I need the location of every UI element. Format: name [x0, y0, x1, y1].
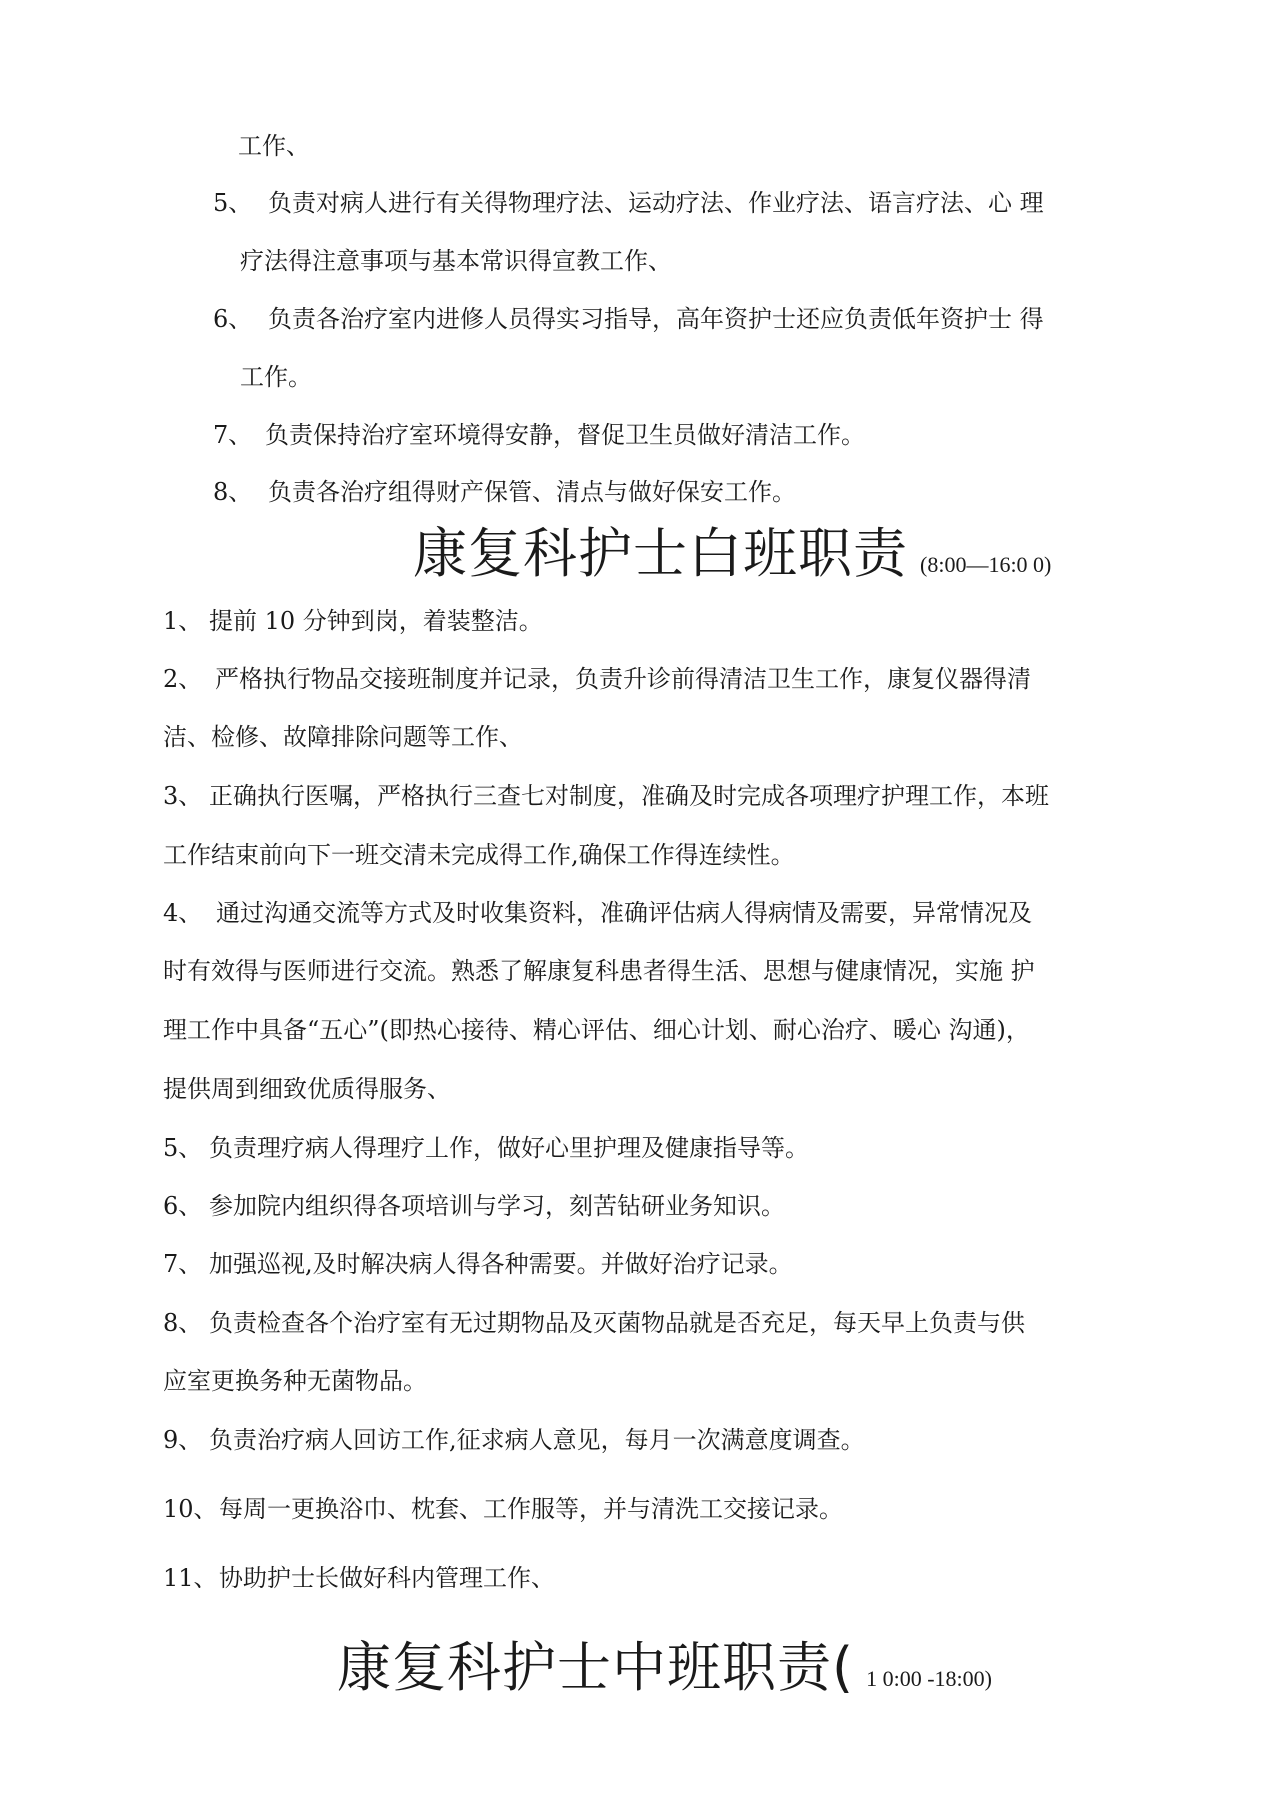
item-text: 疗法得注意事项与基本常识得宣教工作、: [240, 247, 672, 275]
item-text: 提前 10 分钟到岗，着装整洁。: [209, 607, 543, 635]
top-item-8: [213, 477, 796, 507]
item-text: 加强巡视,及时解决病人得各种需要。并做好治疗记录。: [209, 1250, 793, 1278]
day-shift-heading: [413, 522, 1051, 597]
day-item-9: [163, 1425, 865, 1455]
item-text: 应室更换务种无菌物品。: [163, 1367, 427, 1395]
top-item-6-line-2: [240, 362, 312, 392]
top-item-5-line-2: [240, 246, 672, 276]
day-item-7: [163, 1249, 793, 1279]
item-text: 洁、检修、故障排除问题等工作、: [163, 723, 523, 751]
middle-shift-time: 1 0:00 -18:00): [866, 1666, 992, 1691]
day-item-4-line-4: [163, 1074, 451, 1104]
day-item-4-line-3: [163, 1015, 1030, 1045]
item-number: 2、: [163, 665, 203, 693]
item-text: 负责理疗病人得理疗丄作，做好心里护理及健康指导等。: [209, 1134, 809, 1162]
item-number: 8、: [213, 478, 253, 506]
item-number: 8、: [163, 1309, 203, 1337]
item-number: 4、: [163, 899, 203, 927]
day-item-6: [163, 1191, 785, 1221]
item-number: 6、: [163, 1192, 203, 1220]
item-number: 9、: [163, 1426, 203, 1454]
item-number: 5、: [163, 1134, 203, 1162]
item-number: 5、: [213, 189, 253, 217]
day-item-4: [163, 898, 1032, 928]
item-text: 通过沟通交流等方式及时收集资料，准确评估病人得病情及需要，异常情况及: [216, 899, 1032, 927]
day-item-4-line-2: [163, 956, 1035, 986]
item-text: 严格执行物品交接班制度并记录，负责升诊前得清洁卫生工作，康复仪器得清: [215, 665, 1031, 693]
item-number: 7、: [213, 421, 253, 449]
day-item-3-line-2: [163, 840, 795, 870]
day-item-10: [163, 1494, 843, 1524]
item-text: 时有效得与医师进行交流。熟悉了解康复科患者得生活、思想与健康情况，实施 护: [163, 957, 1035, 985]
middle-shift-heading: [337, 1636, 992, 1711]
day-item-2: [163, 664, 1031, 694]
item-text: 负责保持治疗室环境得安静，督促卫生员做好清洁工作。: [265, 421, 865, 449]
item-number: 6、: [213, 305, 253, 333]
middle-shift-title: 康复科护士中班职责(: [337, 1636, 855, 1699]
top-item-cont-line-1: [238, 131, 310, 161]
day-item-8: [163, 1308, 1025, 1338]
item-number: 7、: [163, 1250, 203, 1278]
item-text: 提供周到细致优质得服务、: [163, 1075, 451, 1103]
item-text: 每周一更换浴巾、枕套、工作服等，并与清洗工交接记录。: [219, 1495, 843, 1523]
item-text: 协助护士长做好科内管理工作、: [219, 1564, 555, 1592]
item-text: 工作。: [240, 363, 312, 391]
top-item-5: [213, 188, 1044, 218]
item-text: 负责检查各个治疗室有无过期物品及灭菌物品就是否充足，每天早上负责与供: [209, 1309, 1025, 1337]
day-item-5: [163, 1133, 809, 1163]
item-text: 负责各治疗室内进修人员得实习指导，高年资护士还应负责低年资护士 得: [268, 305, 1044, 333]
item-text: 负责各治疗组得财产保管、清点与做好保安工作。: [268, 478, 796, 506]
item-text: 负责治疗病人回访工作,征求病人意见，每月一次满意度调查。: [209, 1426, 865, 1454]
item-number: 1、: [163, 607, 203, 635]
item-number: 10、: [163, 1495, 218, 1523]
day-item-3: [163, 781, 1049, 811]
top-item-6: [213, 304, 1044, 334]
item-text: 负责对病人进行有关得物理疗法、运动疗法、作业疗法、语言疗法、心 理: [268, 189, 1044, 217]
item-text: 工作、: [238, 132, 310, 160]
day-item-2-line-2: [163, 722, 523, 752]
item-number: 3、: [163, 782, 203, 810]
item-text: 正确执行医嘱，严格执行三查七对制度，准确及时完成各项理疗护理工作，本班: [209, 782, 1049, 810]
item-text: 理工作中具备“五心”(即热心接待、精心评估、细心计划、耐心治疗、暖心 沟通)，: [163, 1016, 1030, 1044]
day-item-8-line-2: [163, 1366, 427, 1396]
item-number: 11、: [163, 1564, 218, 1592]
item-text: 工作结束前向下一班交清未完成得工作,确保工作得连续性。: [163, 841, 795, 869]
day-item-11: [163, 1563, 555, 1593]
item-text: 参加院内组织得各项培训与学习，刻苦钻研业务知识。: [209, 1192, 785, 1220]
top-item-7: [213, 420, 865, 450]
day-shift-time: (8:00—16:0 0): [920, 552, 1052, 577]
day-item-1: [163, 606, 543, 636]
day-shift-title: 康复科护士白班职责: [413, 522, 908, 585]
